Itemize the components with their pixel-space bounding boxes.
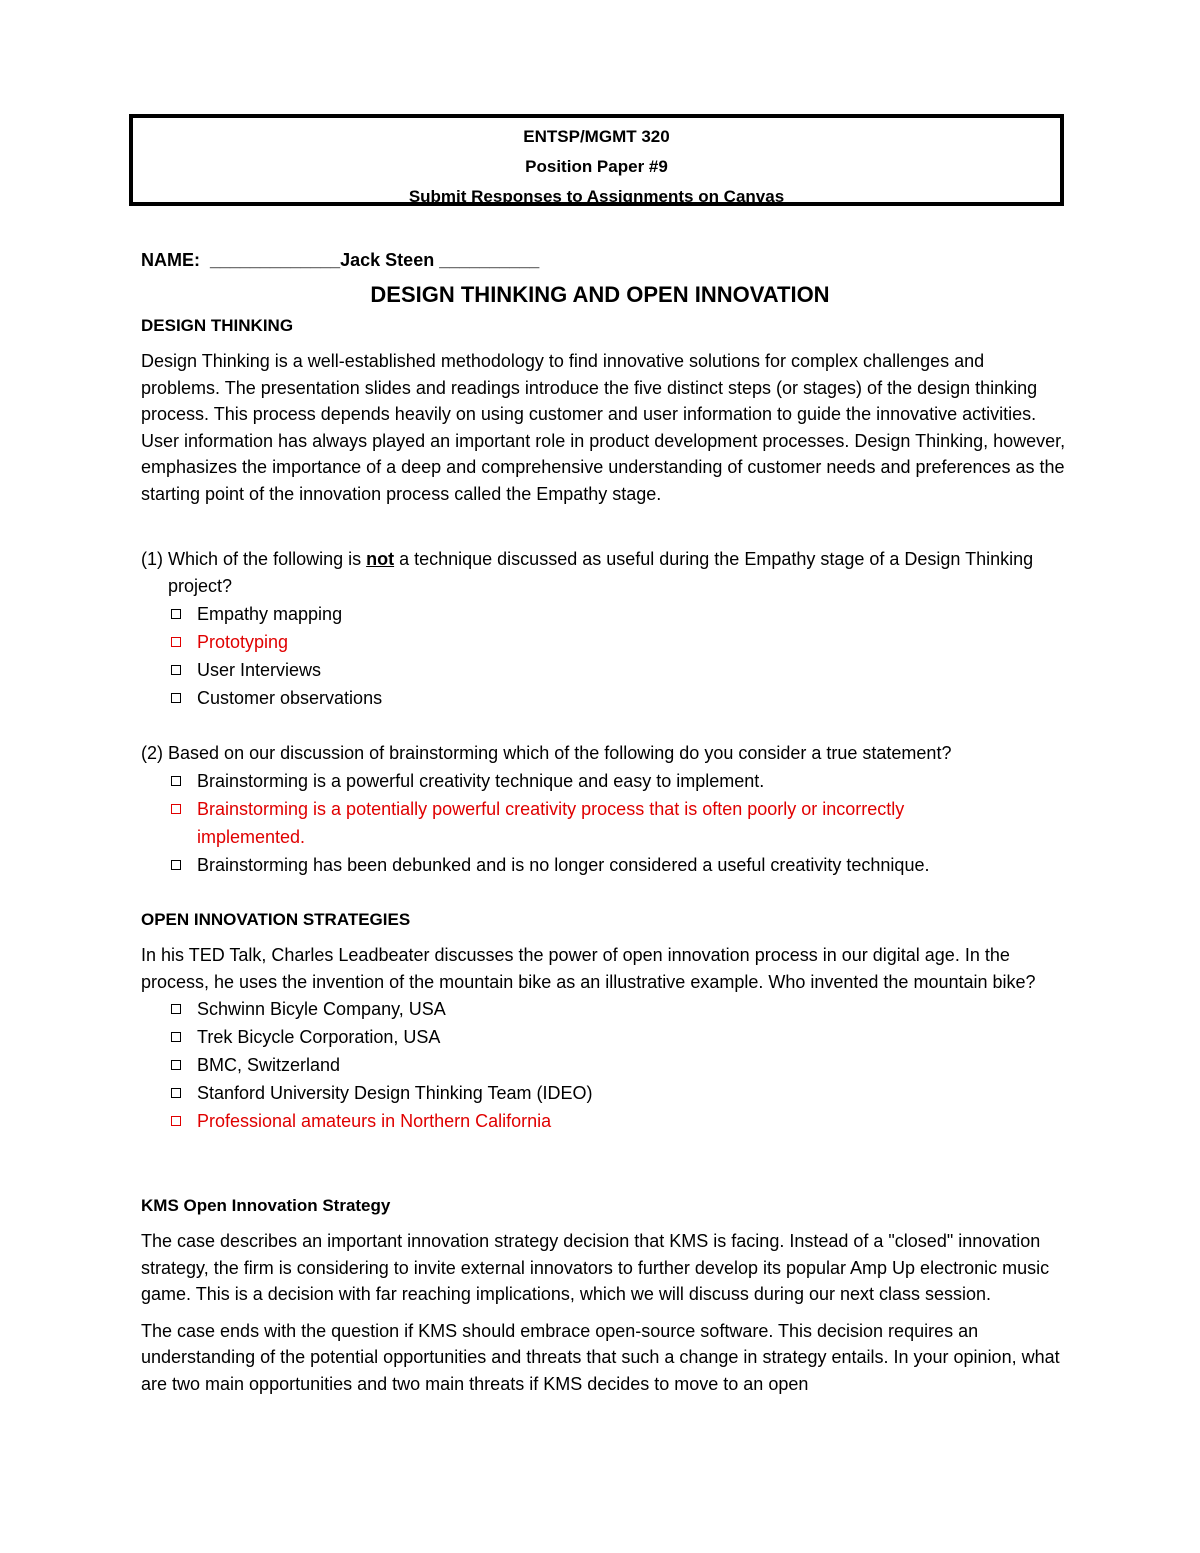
q1-option-label: User Interviews [197, 660, 322, 680]
design-thinking-section [141, 316, 1066, 507]
question-1-text [141, 546, 1066, 600]
q2-option[interactable] [141, 851, 1066, 879]
question-1 [141, 546, 1066, 712]
q2-option-label: Brainstorming is a potentially powerful creativity process that is often poorly or incorrectly implemented. [197, 799, 905, 847]
oi-option[interactable] [141, 1051, 1066, 1079]
checkbox-icon[interactable] [171, 860, 181, 870]
name-line: NAME: _____________Jack Steen __________ [141, 250, 540, 270]
checkbox-icon[interactable] [171, 1004, 181, 1014]
oi-option-selected[interactable] [141, 1107, 1066, 1135]
design-thinking-paragraph: Design Thinking is a well-established methodology to find innovative solutions for complex challenges and problems. The presentation slides and readings introduce the five distinct steps (or stages) of the design thinking process. This process depends heavily on using customer and user information to guide the innovative activities. User information has always played an important role in product development processes. Design Thinking, however, emphasizes the importance of a deep and comprehensive understanding of customer needs and preferences as the starting point of the innovation process called the Empathy stage. [141, 351, 1066, 504]
question-2-options [141, 767, 1066, 879]
design-thinking-heading: DESIGN THINKING [141, 316, 294, 335]
kms-paragraph-1: The case describes an important innovation strategy decision that KMS is facing. Instead of a "closed" innovation strategy, the firm is considering to invite external innovators to further develop its popular Amp Up electronic music game. This is a decision with far reaching implications, which we will discuss during our next class session. [141, 1231, 1050, 1304]
question-2-body: Based on our discussion of brainstorming which of the following do you consider a true statement? [168, 743, 952, 763]
checkbox-icon[interactable] [171, 1088, 181, 1098]
q2-option[interactable] [141, 767, 1066, 795]
checkbox-icon[interactable] [171, 693, 181, 703]
oi-option-label: Professional amateurs in Northern California [197, 1111, 552, 1131]
question-2-number: (2) [141, 743, 163, 763]
kms-paragraph-2: The case ends with the question if KMS should embrace open-source software. This decision requires an understanding of the potential opportunities and threats that such a change in strategy entails. In your opinion, what are two main opportunities and two main threats if KMS decides to move to an open [141, 1320, 1060, 1394]
open-innovation-paragraph: In his TED Talk, Charles Leadbeater discusses the power of open innovation process in our digital age. In the process, he uses the invention of the mountain bike as an illustrative example. Who invented the mountain bike? [141, 945, 1036, 992]
checkbox-icon[interactable] [171, 609, 181, 619]
header-box [129, 114, 1064, 206]
q1-option-label: Empathy mapping [197, 604, 343, 624]
page-title: DESIGN THINKING AND OPEN INNOVATION [370, 282, 830, 307]
q1-option[interactable] [141, 656, 1066, 684]
q1-option[interactable] [141, 600, 1066, 628]
kms-heading: KMS Open Innovation Strategy [141, 1196, 391, 1215]
open-innovation-section [141, 910, 1066, 1135]
oi-option[interactable] [141, 995, 1066, 1023]
oi-option[interactable] [141, 1079, 1066, 1107]
q1-option-selected[interactable] [141, 628, 1066, 656]
course-code: ENTSP/MGMT 320 [523, 127, 670, 146]
q1-option[interactable] [141, 684, 1066, 712]
checkbox-icon[interactable] [171, 804, 181, 814]
paper-number: Position Paper #9 [525, 157, 668, 176]
kms-section [141, 1196, 1066, 1397]
checkbox-icon[interactable] [171, 665, 181, 675]
question-1-number: (1) [141, 549, 163, 569]
checkbox-icon[interactable] [171, 776, 181, 786]
q2-option-selected[interactable] [141, 795, 1066, 851]
checkbox-icon[interactable] [171, 1032, 181, 1042]
q1-option-label: Customer observations [197, 688, 383, 708]
oi-option-label: Stanford University Design Thinking Team (IDEO) [197, 1083, 593, 1103]
question-1-emphasis: not [366, 549, 395, 569]
submit-instructions: Submit Responses to Assignments on Canvas [408, 187, 785, 206]
checkbox-icon[interactable] [171, 1060, 181, 1070]
question-2-text [141, 740, 1066, 767]
question-1-options [141, 600, 1066, 712]
question-1-after: a technique discussed as useful during the Empathy stage of a Design Thinking project? [168, 549, 1034, 596]
checkbox-icon[interactable] [171, 1116, 181, 1126]
checkbox-icon[interactable] [171, 637, 181, 647]
open-innovation-heading: OPEN INNOVATION STRATEGIES [141, 910, 411, 929]
oi-option-label: Trek Bicycle Corporation, USA [197, 1027, 441, 1047]
oi-option-label: Schwinn Bicyle Company, USA [197, 999, 446, 1019]
oi-option-label: BMC, Switzerland [197, 1055, 341, 1075]
q1-option-label: Prototyping [197, 632, 289, 652]
q2-option-label: Brainstorming has been debunked and is no longer considered a useful creativity technique. [197, 855, 930, 875]
oi-option[interactable] [141, 1023, 1066, 1051]
open-innovation-options [141, 995, 1066, 1135]
q2-option-label: Brainstorming is a powerful creativity technique and easy to implement. [197, 771, 765, 791]
question-1-before: Which of the following is [168, 549, 367, 569]
question-2 [141, 740, 1066, 879]
